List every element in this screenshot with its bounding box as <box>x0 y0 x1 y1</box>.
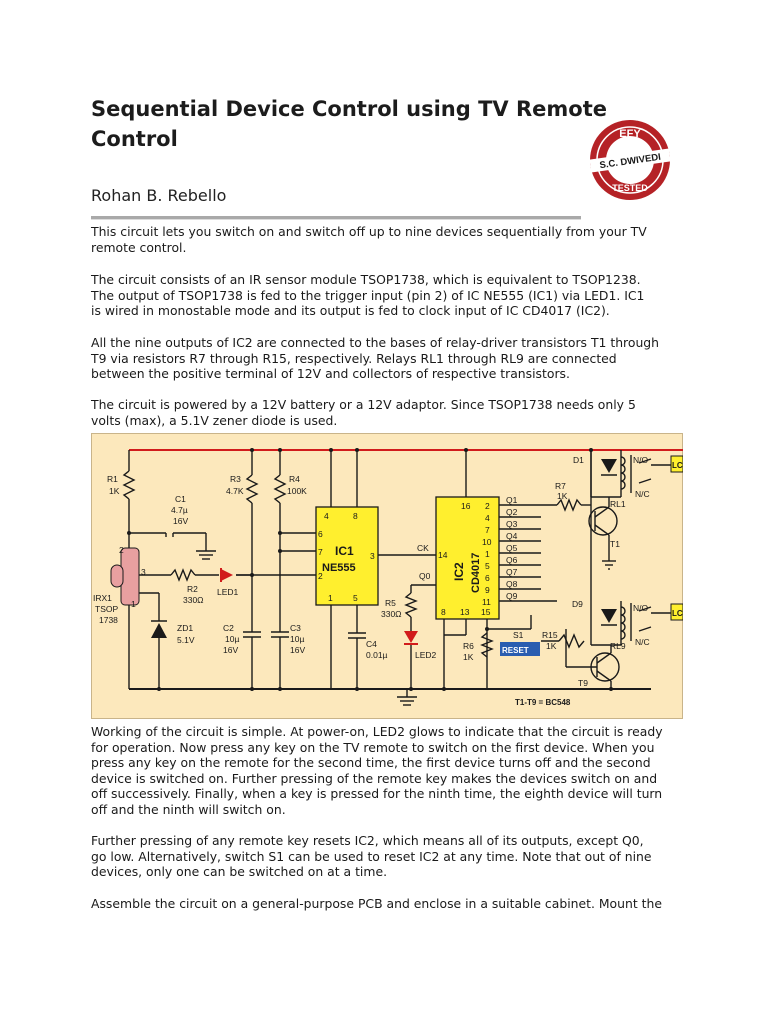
ic1-part: NE555 <box>322 562 356 574</box>
article-author: Rohan B. Rebello <box>91 186 227 205</box>
label-r3: R3 <box>230 474 241 484</box>
label-ic1-pin4: 4 <box>324 511 329 521</box>
label-r5: R5 <box>385 598 396 608</box>
label-ck: CK <box>417 543 429 553</box>
label-rl9: RL9 <box>610 641 626 651</box>
label-pin-9: 9 <box>485 585 490 595</box>
ic2-part: CD4017 <box>470 552 482 593</box>
label-pin-6: 6 <box>485 573 490 583</box>
label-pin-11: 11 <box>482 597 491 607</box>
label-ic2-pin13: 13 <box>460 607 470 617</box>
label-c2-voltage: 16V <box>223 645 239 655</box>
label-pin2: 2 <box>119 545 124 555</box>
stamp-top-text: EFY <box>619 128 641 140</box>
ic2-label: IC2 <box>452 562 466 581</box>
label-c3-voltage: 16V <box>290 645 306 655</box>
efy-tested-stamp <box>588 118 672 202</box>
label-ic1-pin5: 5 <box>353 593 358 603</box>
paragraph-reset: Further pressing of any remote key resets IC2, which means all of its outputs, except Q0, go low. Alternatively, switch S1 can be used to reset IC2 at any time. Note that out of nine devices, only one can be switched on at a time. <box>91 833 652 879</box>
label-pin-7: 7 <box>485 525 490 535</box>
label-c1: C1 <box>175 494 186 504</box>
label-irx1: IRX1 <box>93 593 112 603</box>
label-c1-voltage: 16V <box>173 516 189 526</box>
article-title: Sequential Device Control using TV Remote Control <box>91 97 607 151</box>
label-ic2-pin14: 14 <box>438 550 448 560</box>
label-c3-value: 10µ <box>290 634 305 644</box>
label-c4: C4 <box>366 639 377 649</box>
label-pin-4: 4 <box>485 513 490 523</box>
label-tsop-number: 1738 <box>99 615 118 625</box>
label-q3: Q3 <box>506 519 518 529</box>
label-c4-value: 0.01µ <box>366 650 388 660</box>
label-r1-value: 1K <box>109 486 120 496</box>
label-lc9: LC <box>672 609 683 618</box>
paragraph-power: The circuit is powered by a 12V battery or a 12V adaptor. Since TSOP1738 needs only 5 volts (max), a 5.1V zener diode is used. <box>91 397 636 428</box>
label-ic1-pin1: 1 <box>328 593 333 603</box>
label-s1: S1 <box>513 630 524 640</box>
label-c3: C3 <box>290 623 301 633</box>
label-ic1-pin2: 2 <box>318 571 323 581</box>
label-ic1-pin8: 8 <box>353 511 358 521</box>
label-no9: N/O <box>633 603 649 613</box>
label-q7: Q7 <box>506 567 518 577</box>
label-nc1: N/C <box>635 489 650 499</box>
stamp-name: S.C. DWIVEDI <box>598 151 662 172</box>
label-r3-value: 4.7K <box>226 486 244 496</box>
label-transistor-note: T1-T9 = BC548 <box>515 698 571 707</box>
label-ic2-pin15: 15 <box>481 607 491 617</box>
label-t1: T1 <box>610 539 620 549</box>
label-q5: Q5 <box>506 543 518 553</box>
label-nc9: N/C <box>635 637 650 647</box>
label-led1: LED1 <box>217 587 239 597</box>
label-r15: R15 <box>542 630 558 640</box>
paragraph-intro: This circuit lets you switch on and switch off up to nine devices sequentially from your TV remote control. <box>91 224 647 255</box>
label-c1-value: 4.7µ <box>171 505 188 515</box>
label-q6: Q6 <box>506 555 518 565</box>
label-r5-value: 330Ω <box>381 609 402 619</box>
label-pin-10: 10 <box>482 537 492 547</box>
label-r7: R7 <box>555 481 566 491</box>
label-r7-value: 1K <box>557 491 568 501</box>
label-zd1-value: 5.1V <box>177 635 195 645</box>
circuit-schematic <box>91 433 683 719</box>
label-q0: Q0 <box>419 571 431 581</box>
label-ic1-pin7: 7 <box>318 547 323 557</box>
label-q1: Q1 <box>506 495 518 505</box>
label-c2-value: 10µ <box>225 634 240 644</box>
label-q9: Q9 <box>506 591 518 601</box>
reset-button: RESET <box>502 646 529 655</box>
label-lc1: LC <box>672 461 683 470</box>
label-ic1-pin6: 6 <box>318 529 323 539</box>
label-no1: N/O <box>633 455 649 465</box>
label-r2: R2 <box>187 584 198 594</box>
label-c2: C2 <box>223 623 234 633</box>
label-r15-value: 1K <box>546 641 557 651</box>
label-tsop: TSOP <box>95 604 119 614</box>
label-q2: Q2 <box>506 507 518 517</box>
label-led2: LED2 <box>415 650 437 660</box>
paragraph-outputs: All the nine outputs of IC2 are connected to the bases of relay-driver transistors T1 through T9 via resistors R7 through R15, respectively. Relays RL1 through RL9 are connected between the positive terminal of 12V and collectors of respective transistors. <box>91 335 660 381</box>
label-r1: R1 <box>107 474 118 484</box>
label-r6-value: 1K <box>463 652 474 662</box>
label-q4: Q4 <box>506 531 518 541</box>
label-ic2-pin8: 8 <box>441 607 446 617</box>
label-pin-1: 1 <box>485 549 490 559</box>
paragraph-sensor: The circuit consists of an IR sensor module TSOP1738, which is equivalent to TSOP1238. The output of TSOP1738 is fed to the trigger input (pin 2) of IC NE555 (IC1) via LED1. IC1 is wired in monostable mode and its output is fed to clock input of IC CD4017 (IC2). <box>91 272 645 318</box>
label-q8: Q8 <box>506 579 518 589</box>
label-r6: R6 <box>463 641 474 651</box>
label-ic1-pin3: 3 <box>370 551 375 561</box>
paragraph-assembly: Assemble the circuit on a general-purpose PCB and enclose in a suitable cabinet. Mount the <box>91 896 662 911</box>
label-d1: D1 <box>573 455 584 465</box>
label-ic2-pin16: 16 <box>461 501 471 511</box>
label-pin-5: 5 <box>485 561 490 571</box>
ic1-label: IC1 <box>335 544 354 558</box>
label-r4-value: 100K <box>287 486 307 496</box>
label-pin1: 1 <box>131 599 136 609</box>
label-d9: D9 <box>572 599 583 609</box>
stamp-bottom-text: TESTED <box>612 183 648 193</box>
label-t9: T9 <box>578 678 588 688</box>
title-divider <box>91 216 581 220</box>
label-zd1: ZD1 <box>177 623 194 633</box>
label-pin-2: 2 <box>485 501 490 511</box>
label-r4: R4 <box>289 474 300 484</box>
label-r2-value: 330Ω <box>183 595 204 605</box>
label-rl1: RL1 <box>610 499 626 509</box>
paragraph-working: Working of the circuit is simple. At power-on, LED2 glows to indicate that the circuit is ready for operation. Now press any key on the TV remote to switch on the first device. When you press any key on the remote for the second time, the first device turns off and the second device is switched on. Further pressing of the remote key makes the devices switch on and off successively. Finally, when a key is pressed for the ninth time, the eighth device will turn off and the ninth will switch on. <box>91 724 663 817</box>
label-pin3: 3 <box>141 567 146 577</box>
